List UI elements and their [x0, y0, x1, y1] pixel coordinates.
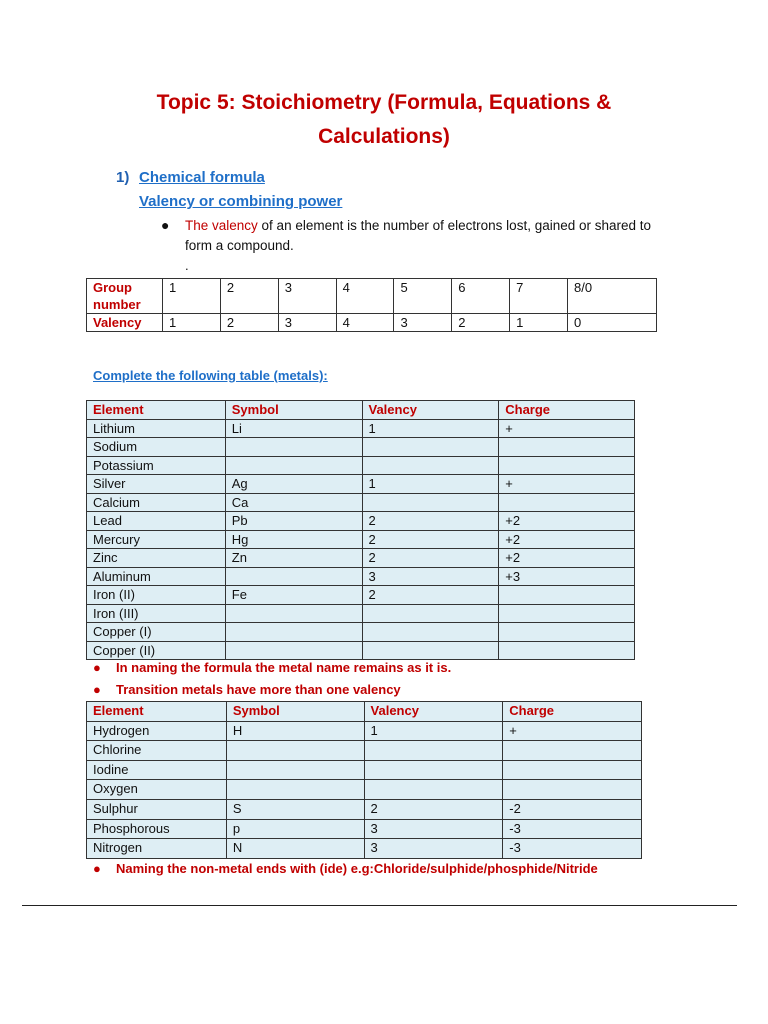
table-row: [87, 641, 635, 660]
table-row: [87, 549, 635, 568]
symbol-cell: S: [226, 799, 364, 819]
element-cell: Iron (III): [87, 604, 226, 623]
valency-cell: [362, 456, 499, 475]
symbol-cell: Hg: [225, 530, 362, 549]
nonmetals-header-row: [87, 702, 642, 722]
valency-cell: [364, 760, 503, 780]
table-row: [87, 586, 635, 605]
bullet-icon: ●: [93, 682, 101, 697]
element-cell: Copper (II): [87, 641, 226, 660]
charge-cell: [499, 623, 635, 642]
symbol-cell: [225, 641, 362, 660]
symbol-cell: Ca: [225, 493, 362, 512]
symbol-cell: p: [226, 819, 364, 839]
page-title: Topic 5: Stoichiometry (Formula, Equations & Calculations): [156, 91, 612, 148]
table-row: [87, 780, 642, 800]
charge-cell: +2: [499, 549, 635, 568]
section-number: 1): [116, 169, 130, 186]
nonmetals-table: [86, 701, 642, 859]
charge-cell: +: [503, 721, 642, 741]
charge-cell: +2: [499, 530, 635, 549]
charge-cell: -2: [503, 799, 642, 819]
valency-row-label: Valency: [87, 314, 163, 332]
bullet-icon: ●: [93, 861, 101, 876]
element-cell: Copper (I): [87, 623, 226, 642]
charge-cell: [499, 438, 635, 457]
note-text: Transition metals have more than one valency: [116, 682, 401, 697]
symbol-cell: [225, 456, 362, 475]
charge-cell: -3: [503, 839, 642, 859]
valency-highlight: The valency: [185, 218, 258, 233]
valency-cell: 0: [568, 314, 657, 332]
group-cell: 6: [452, 279, 510, 314]
table-row: [87, 456, 635, 475]
group-cell: 8/0: [568, 279, 657, 314]
valency-cell: 3: [362, 567, 499, 586]
valency-cell: 3: [394, 314, 452, 332]
charge-cell: [499, 641, 635, 660]
valency-cell: 4: [336, 314, 394, 332]
valency-cell: [362, 493, 499, 512]
group-cell: 2: [220, 279, 278, 314]
charge-cell: [499, 586, 635, 605]
symbol-cell: [225, 623, 362, 642]
valency-cell: 3: [364, 839, 503, 859]
charge-cell: +3: [499, 567, 635, 586]
symbol-cell: [226, 741, 364, 761]
charge-cell: [503, 741, 642, 761]
note-text: Naming the non-metal ends with (ide) e.g:Chloride/sulphide/phosphide/Nitride: [116, 861, 598, 876]
element-cell: Sodium: [87, 438, 226, 457]
valency-cell: 2: [452, 314, 510, 332]
column-header: Charge: [499, 401, 635, 420]
page-divider: [22, 905, 737, 906]
element-cell: Calcium: [87, 493, 226, 512]
table-row: [87, 530, 635, 549]
table-row: [87, 475, 635, 494]
note-metal-naming: [93, 660, 451, 675]
table-row: [87, 493, 635, 512]
charge-cell: +: [499, 475, 635, 494]
element-cell: Hydrogen: [87, 721, 227, 741]
element-cell: Iodine: [87, 760, 227, 780]
metals-table: [86, 400, 635, 660]
table-row: [87, 512, 635, 531]
charge-cell: [499, 493, 635, 512]
valency-cell: 2: [362, 530, 499, 549]
column-header: Valency: [362, 401, 499, 420]
column-header: Valency: [364, 702, 503, 722]
note-transition-metals: [93, 682, 401, 697]
valency-definition: [185, 216, 675, 256]
valency-cell: 1: [163, 314, 221, 332]
symbol-cell: Ag: [225, 475, 362, 494]
valency-cell: 1: [362, 419, 499, 438]
element-cell: Silver: [87, 475, 226, 494]
symbol-cell: [226, 780, 364, 800]
group-valency-table: [86, 278, 657, 332]
element-cell: Mercury: [87, 530, 226, 549]
column-header: Charge: [503, 702, 642, 722]
table-row: [87, 839, 642, 859]
valency-cell: 3: [364, 819, 503, 839]
symbol-cell: H: [226, 721, 364, 741]
element-cell: Phosphorous: [87, 819, 227, 839]
symbol-cell: Zn: [225, 549, 362, 568]
note-text: In naming the formula the metal name remains as it is.: [116, 660, 452, 675]
table-row: [87, 567, 635, 586]
symbol-cell: Fe: [225, 586, 362, 605]
symbol-cell: [225, 604, 362, 623]
column-header: Element: [87, 401, 226, 420]
charge-cell: -3: [503, 819, 642, 839]
table-row: [87, 799, 642, 819]
group-cell: 7: [510, 279, 568, 314]
group-cell: 5: [394, 279, 452, 314]
charge-cell: [499, 456, 635, 475]
group-row-label: Group number: [87, 279, 163, 314]
table-row: [87, 604, 635, 623]
table-row: [87, 760, 642, 780]
group-cell: 1: [163, 279, 221, 314]
element-cell: Chlorine: [87, 741, 227, 761]
element-cell: Lead: [87, 512, 226, 531]
group-cell: 4: [336, 279, 394, 314]
table-row: [87, 419, 635, 438]
section-heading: Chemical formula: [139, 169, 265, 186]
valency-cell: [364, 741, 503, 761]
symbol-cell: [226, 760, 364, 780]
note-nonmetal-naming: [93, 861, 598, 876]
bullet-icon: ●: [93, 660, 101, 675]
valency-cell: [362, 604, 499, 623]
valency-row: [87, 314, 657, 332]
element-cell: Lithium: [87, 419, 226, 438]
valency-cell: 2: [362, 512, 499, 531]
valency-cell: 2: [362, 586, 499, 605]
element-cell: Oxygen: [87, 780, 227, 800]
symbol-cell: N: [226, 839, 364, 859]
valency-cell: 1: [362, 475, 499, 494]
charge-cell: +2: [499, 512, 635, 531]
element-cell: Sulphur: [87, 799, 227, 819]
valency-cell: 2: [362, 549, 499, 568]
column-header: Symbol: [226, 702, 364, 722]
valency-cell: 3: [278, 314, 336, 332]
charge-cell: [503, 760, 642, 780]
valency-cell: [362, 641, 499, 660]
valency-cell: [362, 438, 499, 457]
column-header: Symbol: [225, 401, 362, 420]
symbol-cell: [225, 567, 362, 586]
symbol-cell: [225, 438, 362, 457]
charge-cell: +: [499, 419, 635, 438]
bullet-icon: ●: [161, 217, 170, 233]
stray-dot: .: [185, 258, 189, 273]
element-cell: Potassium: [87, 456, 226, 475]
valency-cell: [362, 623, 499, 642]
valency-cell: 2: [364, 799, 503, 819]
charge-cell: [499, 604, 635, 623]
column-header: Element: [87, 702, 227, 722]
group-row: [87, 279, 657, 314]
valency-cell: 1: [364, 721, 503, 741]
valency-cell: 2: [220, 314, 278, 332]
table-row: [87, 721, 642, 741]
element-cell: Zinc: [87, 549, 226, 568]
valency-cell: 1: [510, 314, 568, 332]
table-row: [87, 623, 635, 642]
table-row: [87, 819, 642, 839]
element-cell: Iron (II): [87, 586, 226, 605]
subsection-heading: Valency or combining power: [139, 193, 343, 210]
metals-header-row: [87, 401, 635, 420]
table-row: [87, 438, 635, 457]
element-cell: Nitrogen: [87, 839, 227, 859]
symbol-cell: Pb: [225, 512, 362, 531]
charge-cell: [503, 780, 642, 800]
valency-definition-text: of an element is the number of electrons lost, gained or shared to form a compound.: [185, 218, 652, 253]
group-cell: 3: [278, 279, 336, 314]
symbol-cell: Li: [225, 419, 362, 438]
valency-cell: [364, 780, 503, 800]
element-cell: Aluminum: [87, 567, 226, 586]
table-row: [87, 741, 642, 761]
metals-table-caption: Complete the following table (metals):: [93, 368, 328, 383]
